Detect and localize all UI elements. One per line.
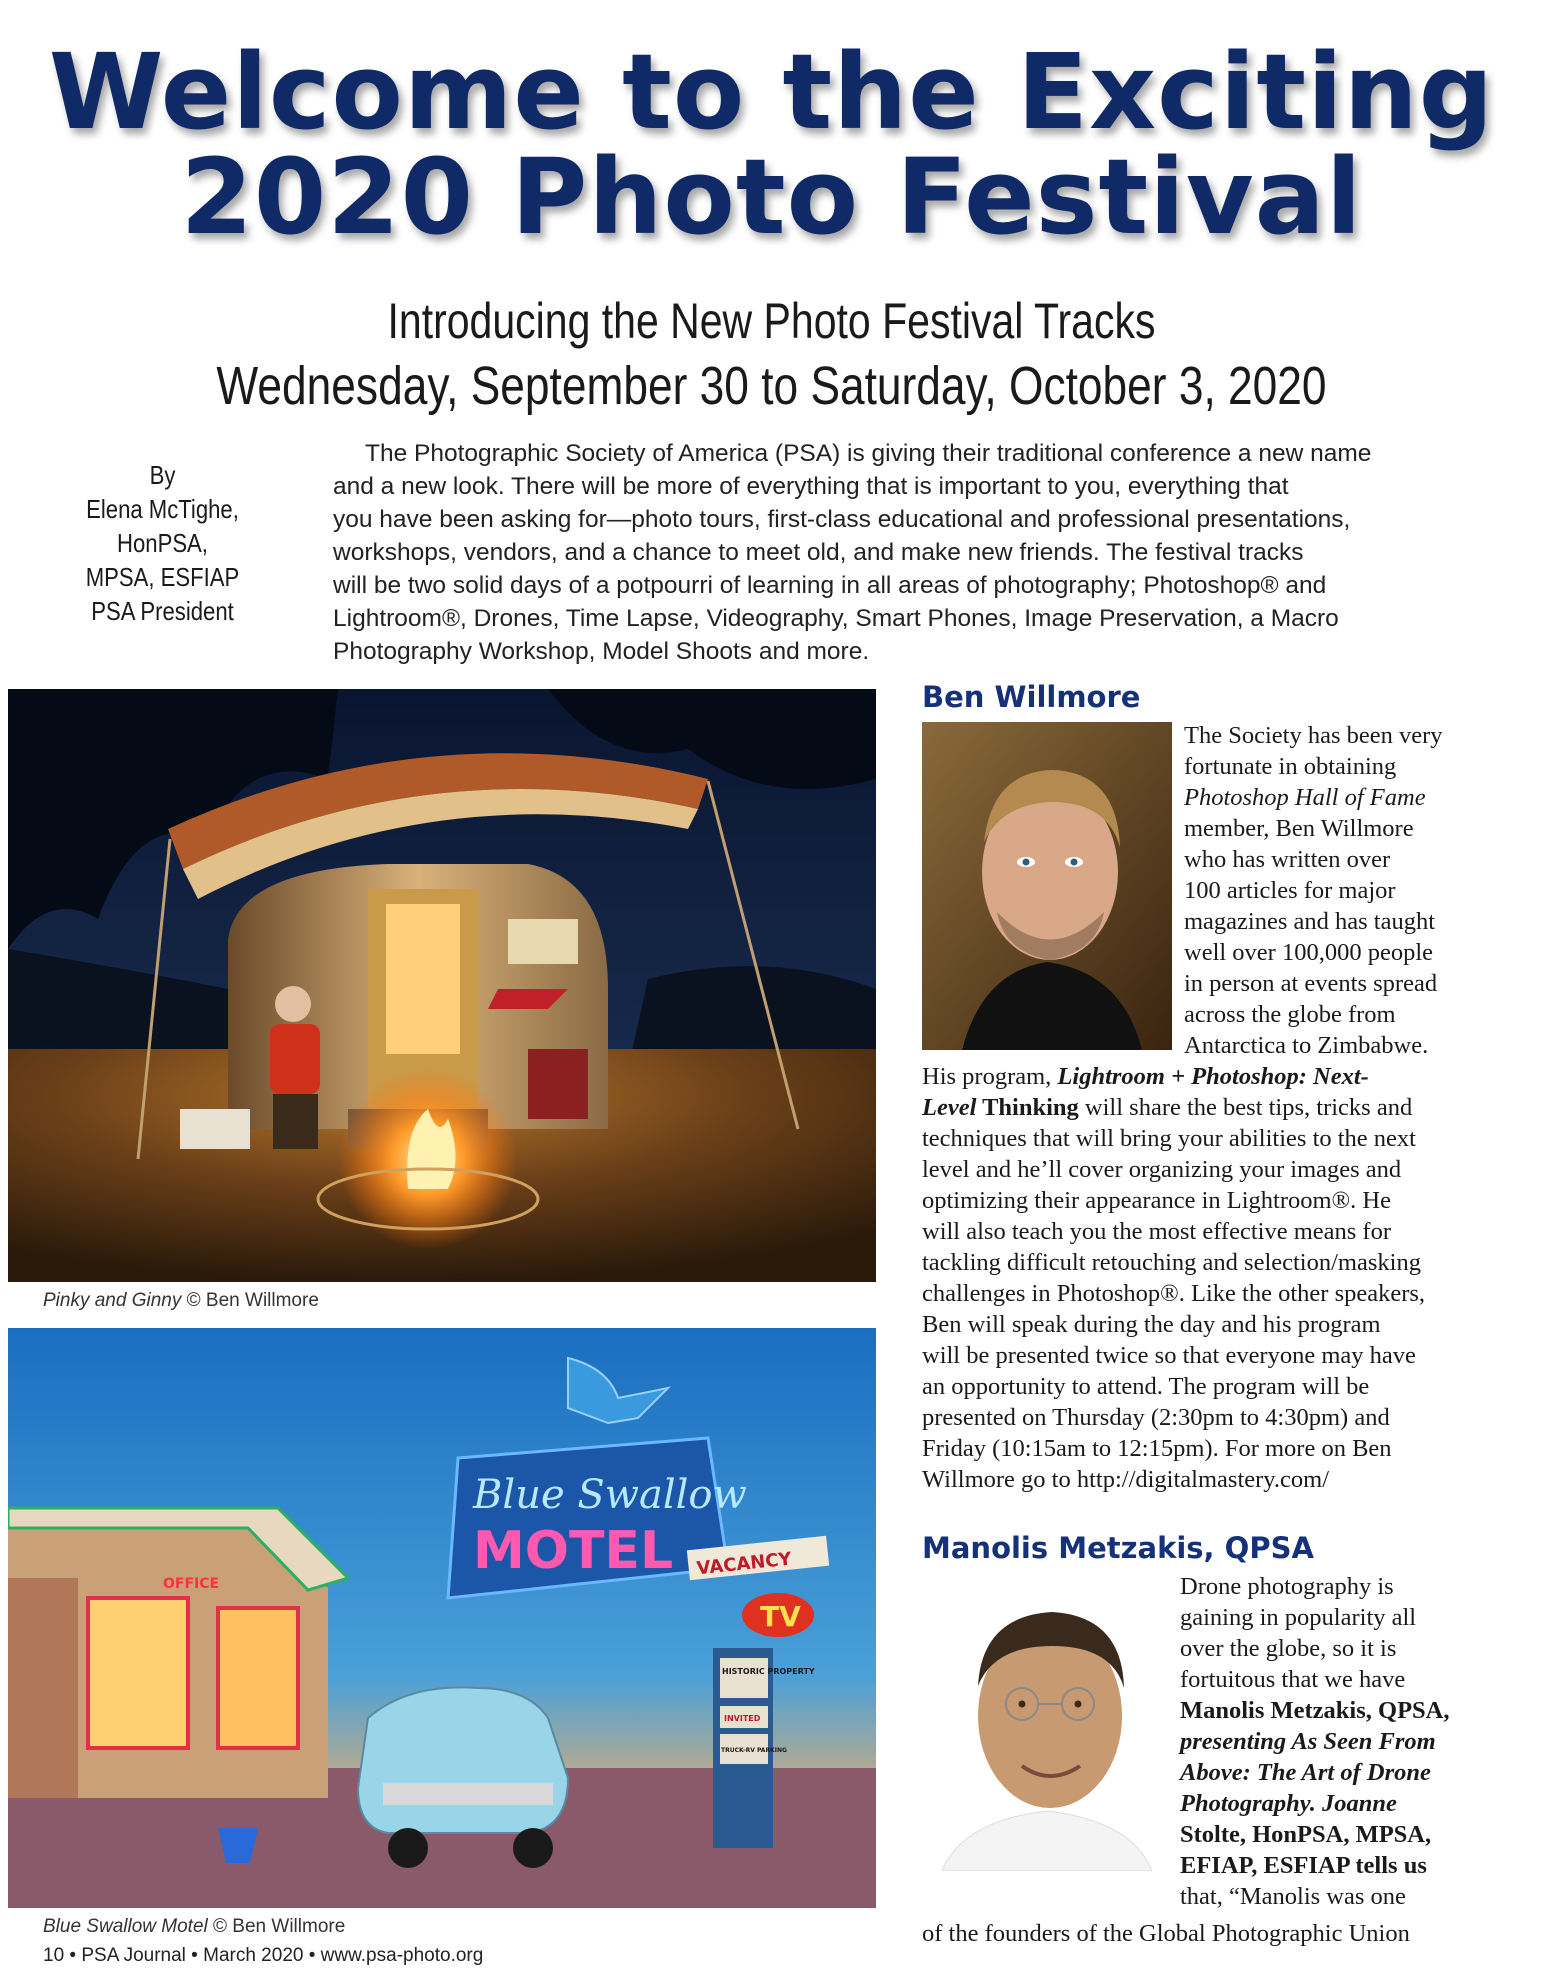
sign-office: OFFICE (163, 1576, 220, 1592)
speaker2-line: Manolis Metzakis, QPSA, (1180, 1697, 1450, 1724)
speaker2-line: presenting As Seen From (1180, 1728, 1436, 1755)
speaker1-body (922, 1061, 1522, 1495)
speaker2-portrait (922, 1576, 1172, 1871)
sign-motel: MOTEL (473, 1521, 674, 1581)
speaker1-line: will also teach you the most effective means for (922, 1218, 1391, 1245)
sign-script: Blue Swallow (473, 1472, 747, 1518)
speaker1-line: across the globe from (1184, 1001, 1396, 1028)
speaker2-line: over the globe, so it is (1180, 1635, 1397, 1662)
subtitle-line-1: Introducing the New Photo Festival Tracks (387, 293, 1156, 349)
page-footer: 10 • PSA Journal • March 2020 • www.psa-photo.org (43, 1945, 484, 1966)
speaker2-line: Above: The Art of Drone (1180, 1759, 1431, 1786)
speaker1-line: techniques that will bring your abilities to the next (922, 1125, 1416, 1152)
sign-invited: INVITED (724, 1714, 761, 1723)
speaker2-last-line: of the founders of the Global Photographic Union (922, 1920, 1410, 1947)
headline-line-2: 2020 Photo Festival (180, 136, 1363, 258)
byline-role: PSA President (91, 596, 234, 626)
byline-credentials: MPSA, ESFIAP (85, 562, 240, 592)
speaker1-line: Antarctica to Zimbabwe. (1184, 1032, 1429, 1059)
photo-blue-swallow-motel (8, 1328, 876, 1908)
speaker1-line: magazines and has taught (1184, 908, 1436, 935)
intro-line: The Photographic Society of America (PSA) is giving their traditional conference a new name (365, 440, 1372, 467)
byline-by: By (149, 460, 176, 490)
speaker1-line: The Society has been very (1184, 722, 1443, 749)
speaker2-line: Stolte, HonPSA, MPSA, (1180, 1821, 1432, 1848)
speaker2-line: Drone photography is (1180, 1573, 1394, 1600)
speaker1-program-title-2: Level (922, 1094, 977, 1121)
speaker1-line: Friday (10:15am to 12:15pm). For more on Ben (922, 1435, 1392, 1462)
speaker2-line: gaining in popularity all (1180, 1604, 1417, 1631)
speaker1-line: 100 articles for major (1184, 877, 1396, 904)
sign-vacancy: VACANCY (695, 1548, 793, 1580)
speaker1-line: Willmore go to http://digitalmastery.com/ (922, 1466, 1330, 1493)
photo2-caption (43, 1916, 345, 1938)
speaker2-line: fortuitous that we have (1180, 1666, 1406, 1693)
speaker1-line: fortunate in obtaining (1184, 753, 1397, 780)
speaker2-side-text (1180, 1571, 1520, 1912)
speaker2-line: that, “Manolis was one (1180, 1883, 1406, 1910)
speaker2-line: Photography. Joanne (1180, 1790, 1397, 1817)
speaker2-heading: Manolis Metzakis, QPSA (922, 1531, 1314, 1565)
photo1-caption-credit: © Ben Willmore (186, 1290, 319, 1311)
portrait-manolis-metzakis (922, 1576, 1172, 1871)
intro-line: Photography Workshop, Model Shoots and more. (333, 638, 870, 665)
speaker1-line: tackling difficult retouching and selection/masking (922, 1249, 1421, 1276)
speaker2-line: EFIAP, ESFIAP tells us (1180, 1852, 1427, 1879)
speaker1-line: Ben will speak during the day and his program (922, 1311, 1381, 1338)
photo-pinky-and-ginny (8, 689, 876, 1282)
speaker1-program-title: Lightroom + Photoshop: Next- (1057, 1063, 1369, 1090)
speaker1-line: challenges in Photoshop®. Like the other speakers, (922, 1280, 1426, 1307)
byline (41, 458, 283, 628)
speaker1-line: will be presented twice so that everyone may have (922, 1342, 1416, 1369)
headline-line-1: Welcome to the Exciting (48, 31, 1495, 153)
photo2-caption-title: Blue Swallow Motel (43, 1916, 208, 1937)
photo2-caption-credit: © Ben Willmore (213, 1916, 346, 1937)
speaker1-side-text (1184, 720, 1514, 1061)
photo1-caption-title: Pinky and Ginny (43, 1290, 182, 1311)
intro-line: workshops, vendors, and a chance to meet old, and make new friends. The festival tracks (333, 539, 1304, 566)
portrait-ben-willmore (922, 722, 1172, 1050)
intro-line: and a new look. There will be more of everything that is important to you, everything that (333, 473, 1289, 500)
intro-line: Lightroom®, Drones, Time Lapse, Videography, Smart Phones, Image Preservation, a Macro (333, 605, 1339, 632)
speaker1-line: presented on Thursday (2:30pm to 4:30pm) and (922, 1404, 1390, 1431)
speaker1-program-prefix: His program, (922, 1063, 1058, 1090)
sign-tv: TV (760, 1600, 801, 1633)
speaker1-program-title-3: Thinking (976, 1094, 1079, 1121)
sign-truck: TRUCK-RV PARKING (721, 1747, 787, 1754)
subtitle-line-2: Wednesday, September 30 to Saturday, October 3, 2020 (216, 356, 1327, 416)
speaker1-line: member, Ben Willmore (1184, 815, 1414, 842)
speaker1-line: optimizing their appearance in Lightroom®. He (922, 1187, 1391, 1214)
speaker1-line: will share the best tips, tricks and (1078, 1094, 1413, 1121)
intro-line: will be two solid days of a potpourri of learning in all areas of photography; Photoshop® and (333, 572, 1327, 599)
intro-line: you have been asking for—photo tours, first-class educational and professional presentations, (333, 506, 1351, 533)
speaker1-heading: Ben Willmore (922, 680, 1141, 714)
intro-paragraph (333, 437, 1493, 668)
speaker1-line: an opportunity to attend. The program will be (922, 1373, 1370, 1400)
speaker1-line: well over 100,000 people (1184, 939, 1434, 966)
speaker1-portrait (922, 722, 1172, 1050)
speaker1-line: level and he’ll cover organizing your images and (922, 1156, 1402, 1183)
motel-illustration (8, 1328, 876, 1908)
speaker1-line: Photoshop Hall of Fame (1184, 784, 1426, 811)
sign-historic: HISTORIC PROPERTY (722, 1667, 815, 1676)
speaker1-line: in person at events spread (1184, 970, 1438, 997)
photo1-caption (43, 1290, 319, 1312)
byline-author: Elena McTighe, HonPSA, (86, 494, 239, 558)
camper-night-illustration (8, 689, 876, 1282)
speaker1-line: who has written over (1184, 846, 1391, 873)
